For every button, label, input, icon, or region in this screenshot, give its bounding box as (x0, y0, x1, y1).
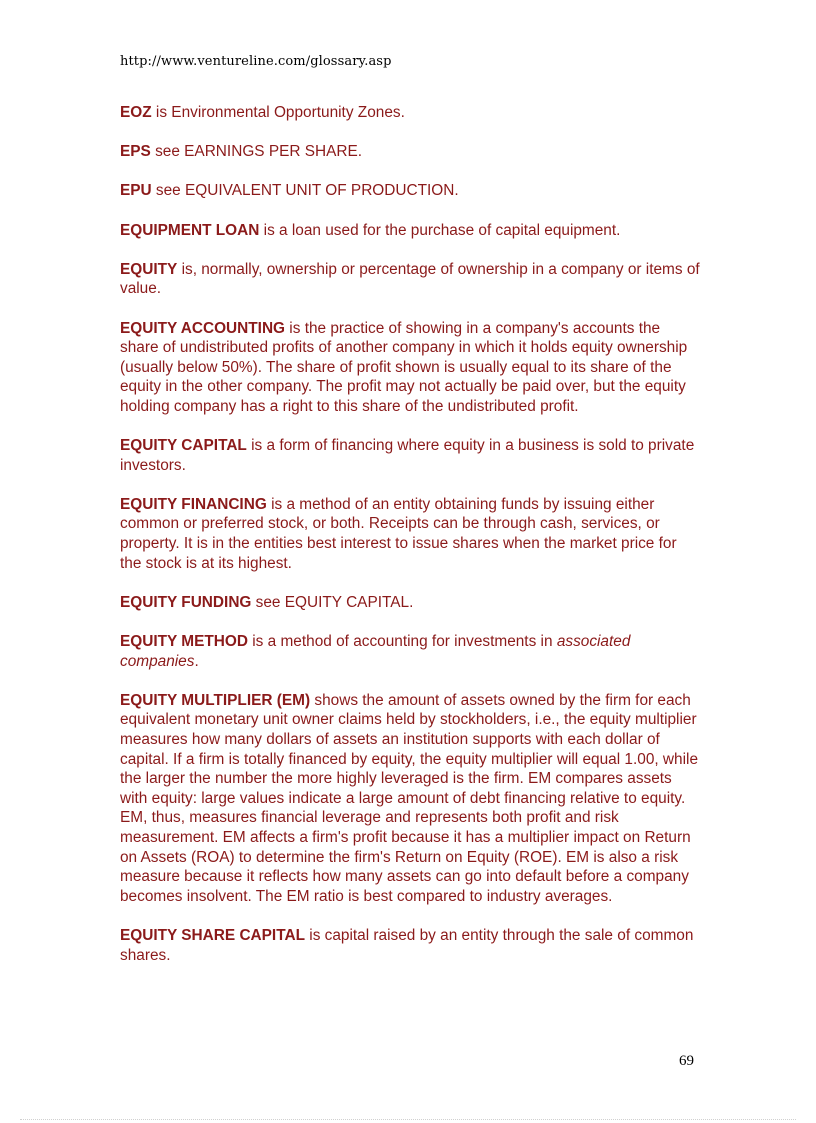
glossary-definition: is a loan used for the purchase of capital equipment. (259, 221, 621, 239)
glossary-term: EPS (120, 143, 151, 161)
glossary-definition: is a method of an entity obtaining funds by issuing either common or preferred stock, or both. Receipts can be through cash, services, or property. It is in the entities best interest to issue shares when the market price for the stock is at its highest. (120, 495, 677, 572)
glossary-entries (120, 103, 700, 985)
glossary-definition: is, normally, ownership or percentage of ownership in a company or items of value. (120, 260, 700, 298)
page-divider (20, 1119, 796, 1120)
glossary-entry (120, 221, 700, 241)
glossary-entry (120, 319, 700, 417)
glossary-term: EQUITY SHARE CAPITAL (120, 926, 305, 944)
glossary-definition: is a form of financing where equity in a business is sold to private investors. (120, 437, 695, 474)
glossary-term: EQUITY (120, 260, 178, 278)
glossary-definition: is capital raised by an entity through the sale of common shares. (120, 926, 694, 964)
glossary-entry (120, 926, 700, 965)
glossary-term: EPU (120, 182, 152, 200)
glossary-definition: see EQUIVALENT UNIT OF PRODUCTION. (151, 182, 459, 200)
glossary-term: EQUITY FUNDING (120, 593, 252, 611)
page-number: 69 (679, 1053, 694, 1069)
glossary-definition: is the practice of showing in a company's accounts the share of undistributed profits of another company in which it holds equity ownership (usually below 50%). The share of profit shown is usually equal to its share of the equity in the other company. The profit may not actually be paid over, but the equity holding company has a right to this share of the undistributed profit. (120, 319, 688, 415)
glossary-definition: see EARNINGS PER SHARE. (150, 143, 363, 161)
glossary-definition: see EQUITY CAPITAL. (251, 593, 414, 611)
glossary-definition: shows the amount of assets owned by the firm for each equivalent monetary unit owner claims held by stockholders, i.e., the equity multiplier measures how many dollars of assets an institution supports with each dollar of capital. If a firm is totally financed by equity, the equity multiplier will equal 1.00, while the larger the number the more highly leveraged is the firm. EM compares assets with equity: large values indicate a large amount of debt financing relative to equity. EM, thus, measures financial leverage and represents both profit and risk measurement. EM affects a firm's profit because it has a multiplier impact on Return on Assets (ROA) to determine the firm's Return on Equity (ROE). EM is also a risk measure because it reflects how many assets can go into default before a company becomes insolvent. The EM ratio is best compared to industry averages. (120, 691, 698, 905)
glossary-term: EQUITY METHOD (120, 633, 248, 651)
glossary-term: EQUITY CAPITAL (120, 437, 247, 455)
glossary-entry (120, 260, 700, 299)
glossary-entry (120, 142, 700, 162)
glossary-entry (120, 495, 700, 573)
header-url: http://www.ventureline.com/glossary.asp (120, 54, 392, 69)
glossary-entry (120, 103, 700, 123)
glossary-entry (120, 593, 700, 613)
glossary-entry (120, 632, 700, 671)
glossary-definition-tail: . (194, 652, 199, 670)
glossary-entry (120, 691, 700, 907)
glossary-term: EQUIPMENT LOAN (120, 221, 260, 239)
glossary-definition: is a method of accounting for investments in (247, 633, 557, 651)
glossary-definition: is Environmental Opportunity Zones. (151, 104, 405, 121)
glossary-entry (120, 181, 700, 201)
glossary-definition-italic: associated companies (120, 633, 631, 670)
glossary-term: EOZ (120, 104, 152, 121)
glossary-term: EQUITY MULTIPLIER (EM) (120, 691, 311, 709)
glossary-entry (120, 436, 700, 475)
glossary-term: EQUITY FINANCING (120, 495, 267, 513)
glossary-term: EQUITY ACCOUNTING (120, 319, 286, 337)
